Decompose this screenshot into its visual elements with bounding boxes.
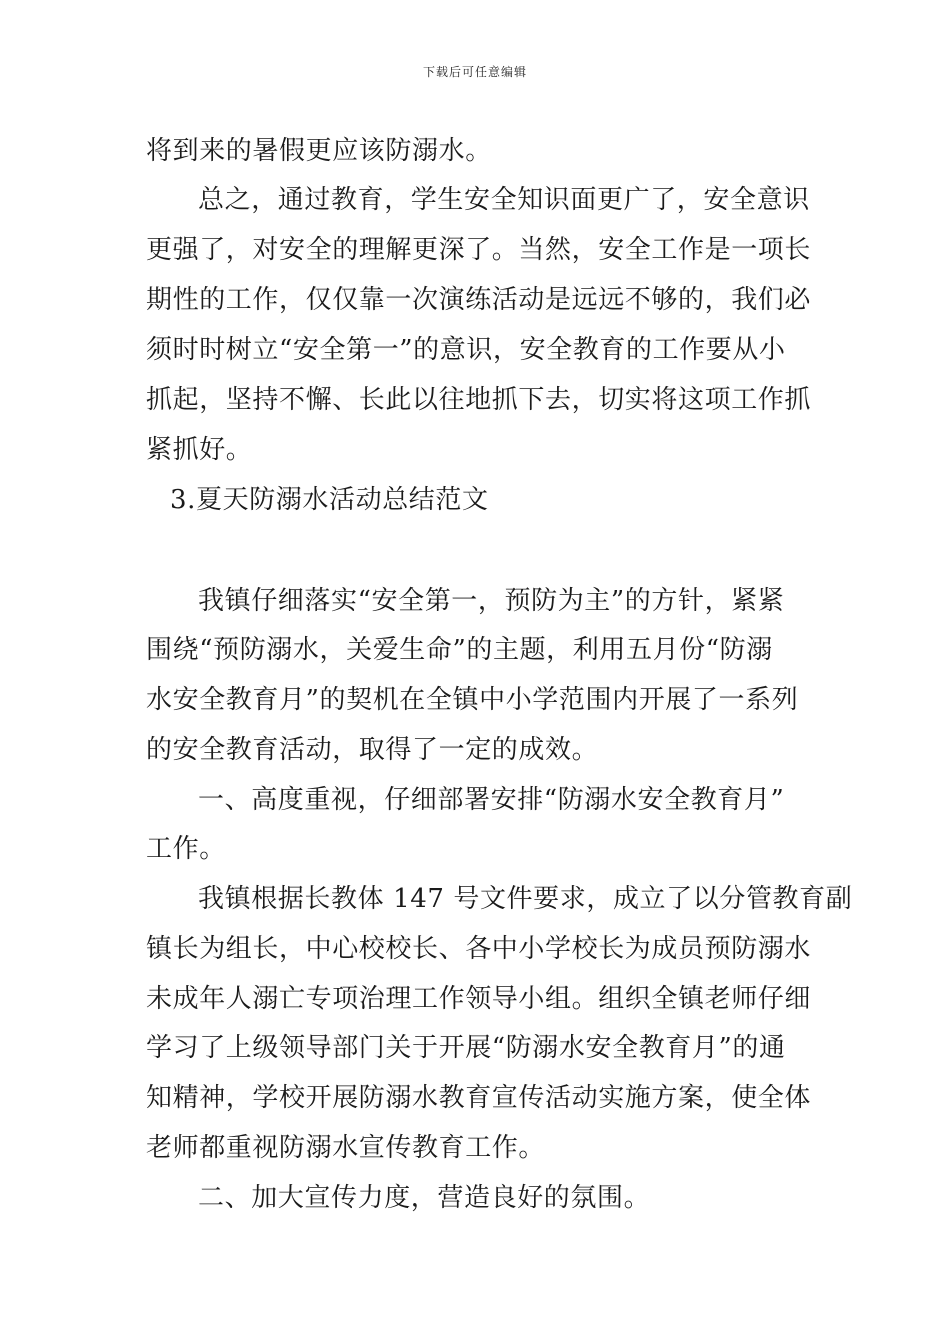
section-heading: 3.夏天防溺水活动总结范文 [170,485,489,515]
body-line: 须时时树立“安全第一”的意识，安全教育的工作要从小 [146,335,786,365]
paragraph-first-line: 总之，通过教育，学生安全知识面更广了，安全意识 [198,185,810,215]
body-line: 紧抓好。 [146,435,253,465]
paragraph-first-line: 我镇仔细落实“安全第一，预防为主”的方针，紧紧 [198,586,785,616]
body-line: 学习了上级领导部门关于开展“防溺水安全教育月”的通 [146,1033,786,1063]
body-line: 抓起，坚持不懈、长此以往地抓下去，切实将这项工作抓 [146,385,812,415]
body-line: 围绕“预防溺水，关爱生命”的主题，利用五月份“防溺 [146,635,773,665]
body-line: 将到来的暑假更应该防溺水。 [146,136,492,166]
body-line: 的安全教育活动，取得了一定的成效。 [146,735,599,765]
body-line: 更强了，对安全的理解更深了。当然，安全工作是一项长 [146,235,812,265]
subheading: 一、高度重视，仔细部署安排“防溺水安全教育月” [198,785,785,815]
subheading: 二、加大宣传力度，营造良好的氛围。 [198,1183,651,1213]
body-line: 老师都重视防溺水宣传教育工作。 [146,1133,546,1163]
body-line: 期性的工作，仅仅靠一次演练活动是远远不够的，我们必 [146,285,812,315]
body-line: 未成年人溺亡专项治理工作领导小组。组织全镇老师仔细 [146,984,812,1014]
header-note: 下载后可任意编辑 [422,65,527,79]
body-line: 水安全教育月”的契机在全镇中小学范围内开展了一系列 [146,685,799,715]
body-line: 工作。 [146,834,226,864]
body-line: 知精神，学校开展防溺水教育宣传活动实施方案，使全体 [146,1083,812,1113]
paragraph-first-line: 我镇根据长教体 147 号文件要求，成立了以分管教育副 [198,884,853,914]
body-line: 镇长为组长，中心校校长、各中小学校长为成员预防溺水 [146,934,812,964]
